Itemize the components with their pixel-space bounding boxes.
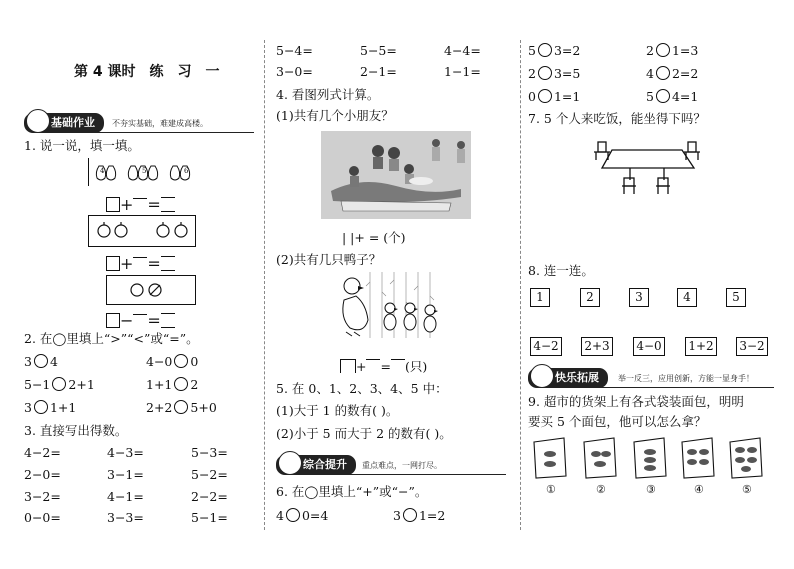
children-picture bbox=[321, 131, 471, 219]
section-label: 快乐拓展 bbox=[528, 368, 608, 388]
answer-box[interactable] bbox=[366, 359, 380, 373]
answer-box[interactable] bbox=[391, 359, 405, 373]
q4-heading: 4. 看图列式计算。 bbox=[276, 87, 380, 102]
answer-box[interactable] bbox=[161, 197, 175, 212]
apple-icons bbox=[89, 216, 195, 246]
q9-text-line1: 9. 超市的货架上有各式袋装面包，明明 bbox=[528, 394, 744, 409]
apple-picture bbox=[88, 215, 196, 247]
calc-item: 3−1= bbox=[107, 467, 144, 482]
calc-item: 4−1= bbox=[107, 489, 144, 504]
compare-item: 3 1+1 bbox=[24, 400, 77, 415]
pear-label: 6 bbox=[184, 167, 189, 175]
section-banner-combined bbox=[276, 455, 512, 475]
formula-row: + = bbox=[106, 254, 175, 273]
answer-circle[interactable] bbox=[286, 508, 300, 522]
section-label: 基础作业 bbox=[24, 113, 104, 133]
sign-item: 4 0=4 bbox=[276, 508, 329, 523]
column-divider bbox=[520, 40, 522, 530]
calc-item: 5−1= bbox=[191, 510, 228, 525]
sign-item: 3 1=2 bbox=[393, 508, 446, 523]
section-label: 综合提升 bbox=[276, 455, 356, 475]
calc-item: 3−2= bbox=[24, 489, 61, 504]
q5-sub2: (2)小于 5 而大于 2 的数有( )。 bbox=[276, 426, 452, 441]
mascot-icon bbox=[278, 451, 302, 475]
answer-box[interactable] bbox=[161, 313, 175, 328]
q8-heading: 8. 连一连。 bbox=[528, 263, 594, 278]
mascot-icon bbox=[530, 364, 554, 388]
calc-item: 5−4= bbox=[276, 43, 313, 58]
expression-card[interactable]: 2+3 bbox=[581, 337, 613, 356]
answer-circle[interactable] bbox=[656, 66, 670, 80]
sign-item: 5 4=1 bbox=[646, 89, 699, 104]
answer-circle[interactable] bbox=[538, 43, 552, 57]
circle-icons bbox=[107, 276, 195, 304]
pear-label: 4 bbox=[100, 167, 105, 175]
compare-item: 1+1 2 bbox=[146, 377, 199, 392]
answer-box[interactable] bbox=[106, 197, 120, 212]
calc-item: 3−0= bbox=[276, 64, 313, 79]
compare-item: 5−1 2+1 bbox=[24, 377, 95, 392]
number-card[interactable]: 1 bbox=[530, 288, 550, 307]
sign-item: 5 3=2 bbox=[528, 43, 581, 58]
answer-circle[interactable] bbox=[174, 400, 188, 414]
lesson-title: 第 4 课时 练 习 一 bbox=[74, 64, 220, 80]
answer-circle[interactable] bbox=[538, 66, 552, 80]
section-banner-basic bbox=[24, 113, 256, 133]
bag-label: ① bbox=[546, 483, 556, 496]
calc-item: 5−5= bbox=[360, 43, 397, 58]
q4-sub2: (2)共有几只鸭子？ bbox=[276, 252, 382, 267]
calc-item: 4−2= bbox=[24, 445, 61, 460]
q3-heading: 3. 直接写出得数。 bbox=[24, 423, 128, 438]
bag-label: ② bbox=[596, 483, 606, 496]
sign-item: 2 1=3 bbox=[646, 43, 699, 58]
q7-heading: 7. 5 个人来吃饭，能坐得下吗？ bbox=[528, 111, 706, 126]
calc-item: 0−0= bbox=[24, 510, 61, 525]
section-banner-extend bbox=[528, 368, 774, 388]
section-motto: 重点难点，一网打尽。 bbox=[362, 461, 442, 470]
number-card[interactable]: 4 bbox=[677, 288, 697, 307]
calc-item: 5−3= bbox=[191, 445, 228, 460]
sign-item: 0 1=1 bbox=[528, 89, 581, 104]
answer-box[interactable] bbox=[106, 256, 120, 271]
calc-item: 3−3= bbox=[107, 510, 144, 525]
calc-item: 4−3= bbox=[107, 445, 144, 460]
bag-label: ④ bbox=[694, 483, 704, 496]
answer-circle[interactable] bbox=[34, 400, 48, 414]
q1-heading: 1. 说一说，填一填。 bbox=[24, 138, 140, 153]
expression-card[interactable]: 4−2 bbox=[530, 337, 562, 356]
answer-circle[interactable] bbox=[174, 354, 188, 368]
answer-box[interactable] bbox=[106, 313, 120, 328]
answer-circle[interactable] bbox=[403, 508, 417, 522]
answer-circle[interactable] bbox=[52, 377, 66, 391]
answer-circle[interactable] bbox=[538, 89, 552, 103]
answer-box[interactable] bbox=[133, 257, 147, 271]
q4-formula2-row: + = (只) bbox=[340, 356, 427, 375]
calc-item: 1−1= bbox=[444, 64, 481, 79]
q9-text-line2: 要买 5 个面包，他可以怎么拿？ bbox=[528, 414, 707, 429]
sign-item: 4 2=2 bbox=[646, 66, 699, 81]
sign-item: 2 3=5 bbox=[528, 66, 581, 81]
calc-item: 4−4= bbox=[444, 43, 481, 58]
q5-heading: 5. 在 0、1、2、3、4、5 中： bbox=[276, 381, 448, 396]
ducks-scene-icon bbox=[330, 272, 444, 340]
ducks-picture bbox=[330, 272, 444, 340]
compare-item: 2+2 5+0 bbox=[146, 400, 217, 415]
compare-item: 3 4 bbox=[24, 354, 58, 369]
answer-box[interactable] bbox=[340, 359, 356, 373]
answer-circle[interactable] bbox=[34, 354, 48, 368]
answer-circle[interactable] bbox=[174, 377, 188, 391]
expression-card[interactable]: 1+2 bbox=[685, 337, 717, 356]
pear-label: 5 bbox=[142, 167, 147, 175]
bag-label: ③ bbox=[646, 483, 656, 496]
compare-item: 4−0 0 bbox=[146, 354, 199, 369]
number-card[interactable]: 2 bbox=[580, 288, 600, 307]
calc-item: 2−2= bbox=[191, 489, 228, 504]
answer-circle[interactable] bbox=[656, 43, 670, 57]
q2-heading: 2. 在◯里填上“>”“<”或“=”。 bbox=[24, 331, 199, 346]
answer-box[interactable] bbox=[133, 314, 147, 328]
number-card[interactable]: 5 bbox=[726, 288, 746, 307]
formula-row: − = bbox=[106, 311, 175, 330]
bag-label: ⑤ bbox=[742, 483, 752, 496]
table-chairs-icon bbox=[590, 130, 710, 200]
q4-formula1: | |+ = (个) bbox=[342, 230, 406, 245]
mascot-icon bbox=[26, 109, 50, 133]
number-card[interactable]: 3 bbox=[629, 288, 649, 307]
section-motto: 不夯实基础，难建成高楼。 bbox=[112, 119, 208, 128]
calc-item: 2−0= bbox=[24, 467, 61, 482]
circles-picture bbox=[106, 275, 196, 305]
q4-sub1: (1)共有几个小朋友？ bbox=[276, 108, 394, 123]
formula-row: + = bbox=[106, 195, 175, 214]
unit-label: (只) bbox=[404, 359, 428, 374]
answer-box[interactable] bbox=[161, 256, 175, 271]
answer-box[interactable] bbox=[133, 198, 147, 212]
answer-circle[interactable] bbox=[656, 89, 670, 103]
section-motto: 举一反三，应用创新，方能一显身手！ bbox=[618, 374, 754, 383]
expression-card[interactable]: 4−0 bbox=[633, 337, 665, 356]
q6-heading: 6. 在◯里填上“+”或“−”。 bbox=[276, 484, 428, 499]
expression-card[interactable]: 3−2 bbox=[736, 337, 768, 356]
column-divider bbox=[264, 40, 266, 530]
q5-sub1: (1)大于 1 的数有( )。 bbox=[276, 403, 399, 418]
children-scene-icon bbox=[321, 131, 471, 219]
calc-item: 2−1= bbox=[360, 64, 397, 79]
bread-bags-icon bbox=[530, 436, 770, 482]
pear-picture bbox=[88, 158, 195, 186]
calc-item: 5−2= bbox=[191, 467, 228, 482]
